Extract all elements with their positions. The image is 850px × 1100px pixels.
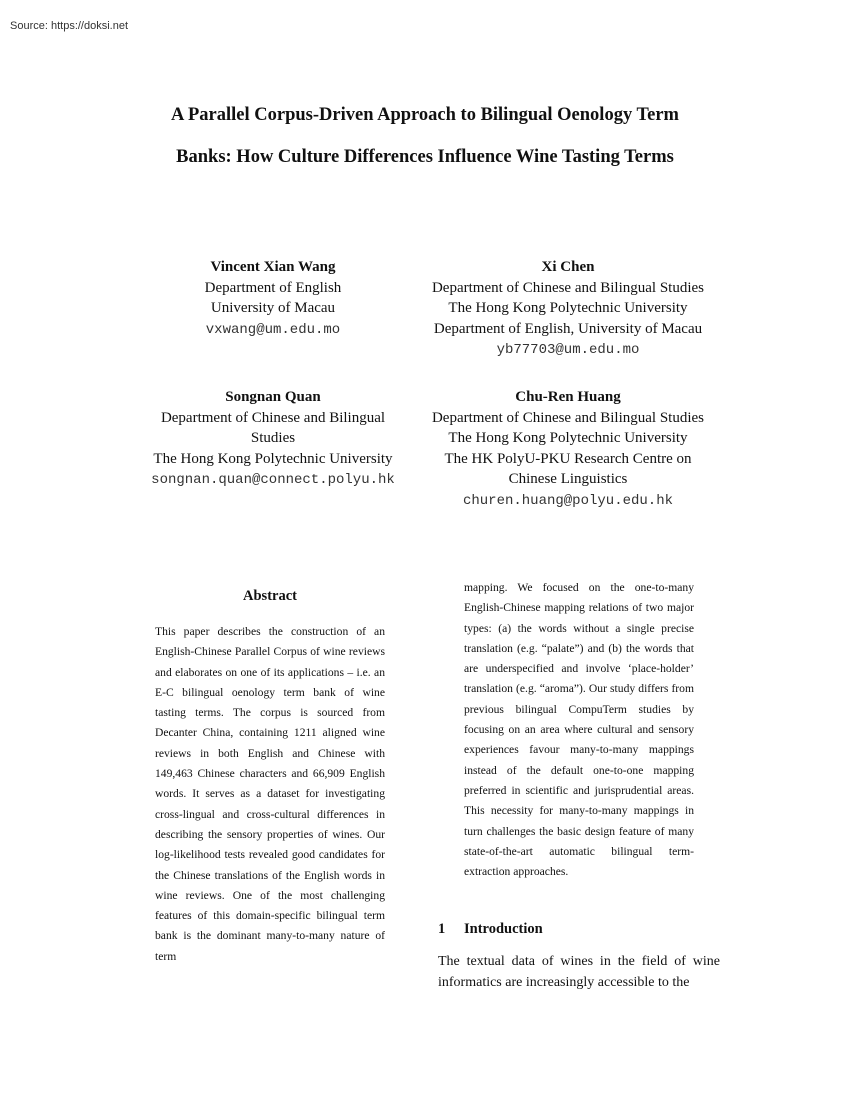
author-block-wang <box>168 257 378 340</box>
abstract-text-left <box>155 622 385 967</box>
author-affiliation: The Hong Kong Polytechnic University <box>448 430 688 446</box>
author-affiliation: The Hong Kong Polytechnic University <box>448 300 688 316</box>
author-affiliation: Department of Chinese and Bilingual <box>160 409 386 426</box>
abstract-paragraph: This paper describes the construction of an English-Chinese Parallel Corpus of wine reviews and elaborates on one of its applications – i.e. an E-C bilingual oenology term bank of wine tasting terms. The corpus is sourced from Decanter China, containing 1211 aligned wine reviews in both English and Chinese with 149,463 Chinese characters and 66,909 English words. It serves as a dataset for investigating cross-lingual and cross-cultural differences in describing the sensory properties of wines. Our log-likelihood tests revealed good candidates for the Chinese translations of the English words in wine reviews. One of the most challenging features of this domain-specific bilingual term bank is the dominant many-to-many nature of term <box>155 625 385 963</box>
author-name: Chu-Ren Huang <box>515 389 621 405</box>
source-label: Source: https://doksi.net <box>10 20 129 32</box>
author-affiliation: Department of Chinese and Bilingual Studies <box>431 279 705 296</box>
author-affiliation: Chinese Linguistics <box>508 471 628 487</box>
author-block-chen <box>418 257 718 361</box>
introduction-paragraph: The textual data of wines in the field of wine informatics are increasingly accessible to the <box>438 954 720 990</box>
paper-title-line-1: A Parallel Corpus-Driven Approach to Bilingual Oenology Term <box>171 105 679 125</box>
section-heading-introduction <box>438 921 543 938</box>
author-email: vxwang@um.edu.mo <box>205 321 341 338</box>
paper-title-line-2: Banks: How Culture Differences Influence Wine Tasting Terms <box>176 147 674 167</box>
section-title: Introduction <box>464 921 543 937</box>
introduction-text <box>438 952 720 993</box>
author-email: churen.huang@polyu.edu.hk <box>462 492 674 509</box>
author-affiliation: The Hong Kong Polytechnic University <box>153 450 393 467</box>
author-name: Vincent Xian Wang <box>210 259 336 275</box>
author-email: songnan.quan@connect.polyu.hk <box>151 472 395 488</box>
abstract-paragraph: mapping. We focused on the one-to-many English-Chinese mapping relations of two major types: (a) the words without a single precise translation (e.g. “palate”) and (b) the words that are underspecified and involve ‘place-holder’ translation (e.g. “aroma”). Our study differs from previous bilingual CompuTerm studies by focusing on an area where cultural and sensory experiences favour many-to-many mappings instead of the default one-to-one mapping preferred in scientific and jurisprudential areas. This necessity for many-to-many mappings in turn challenges the basic design feature of many state-of-the-art automatic bilingual term-extraction approaches. <box>464 581 694 879</box>
abstract-heading: Abstract <box>243 588 297 604</box>
author-block-huang <box>418 387 718 511</box>
abstract-text-right <box>464 578 694 882</box>
author-affiliation: Studies <box>250 430 296 446</box>
author-affiliation: The HK PolyU-PKU Research Centre on <box>444 450 692 467</box>
section-number: 1 <box>438 921 446 937</box>
author-affiliation: Department of Chinese and Bilingual Studies <box>431 409 705 426</box>
author-affiliation: Department of English, University of Macau <box>433 320 703 337</box>
author-block-quan <box>130 387 416 491</box>
author-name: Songnan Quan <box>225 389 321 405</box>
author-affiliation: University of Macau <box>210 300 336 316</box>
author-affiliation: Department of English <box>204 279 342 296</box>
author-name: Xi Chen <box>541 259 595 275</box>
author-email: yb77703@um.edu.mo <box>496 342 640 358</box>
